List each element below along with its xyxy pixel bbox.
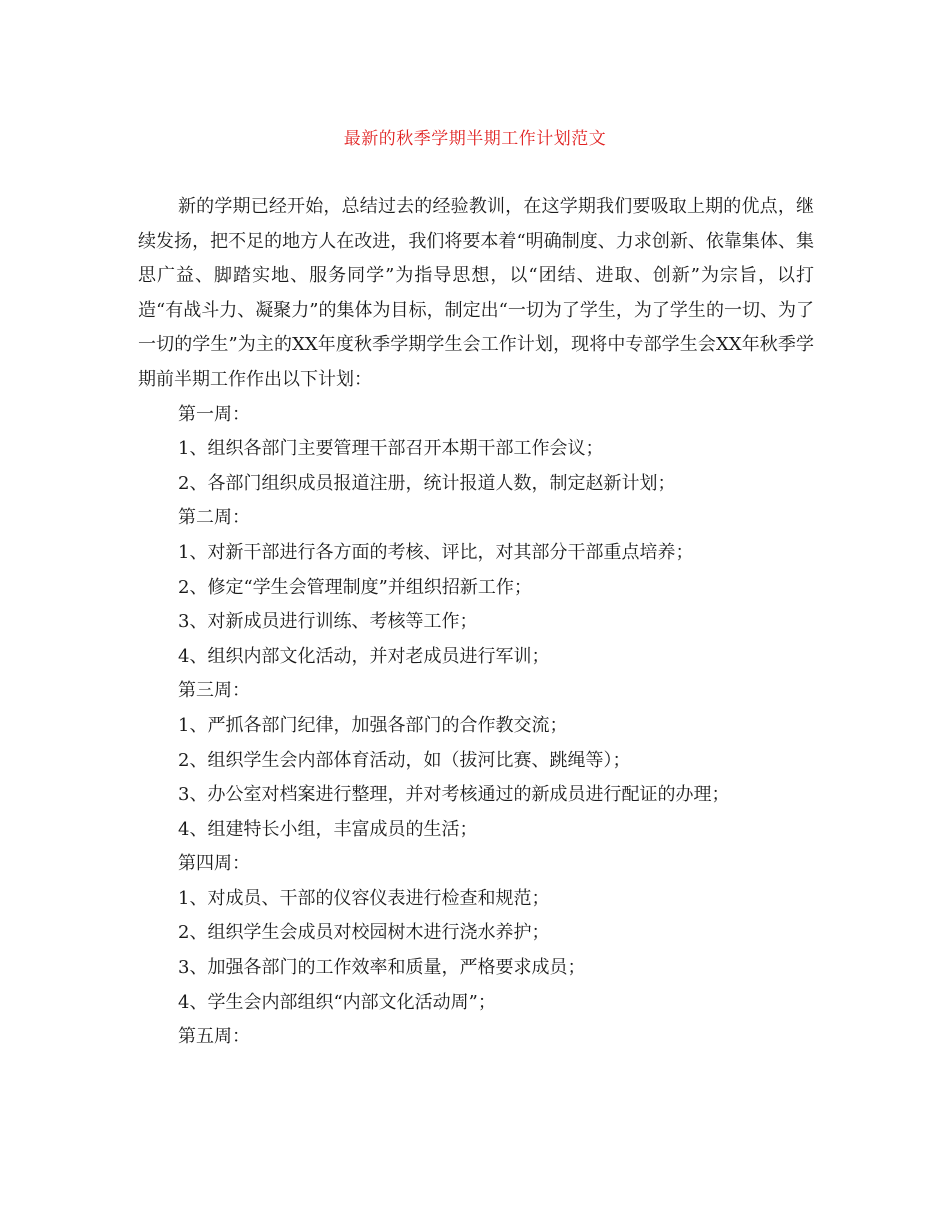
- plan-item: 2、修定“学生会管理制度”并组织招新工作；: [178, 576, 532, 598]
- plan-item: 1、严抓各部门纪律，加强各部门的合作教交流；: [178, 714, 568, 736]
- plan-item: 3、办公室对档案进行整理，并对考核通过的新成员进行配证的办理；: [178, 784, 730, 806]
- plan-item: 4、组织内部文化活动，并对老成员进行军训；: [178, 645, 550, 667]
- week-heading: 第一周：: [178, 403, 250, 425]
- plan-lines: [138, 398, 814, 1055]
- plan-item: 1、组织各部门主要管理干部召开本期干部工作会议；: [178, 438, 604, 460]
- document-body: [138, 190, 814, 1055]
- plan-item: 2、组织学生会成员对校园树木进行浇水养护；: [178, 922, 550, 944]
- plan-item: 2、组织学生会内部体育活动，如（拔河比赛、跳绳等）；: [178, 749, 631, 771]
- week-heading: 第四周：: [178, 853, 250, 875]
- week-heading: 第二周：: [178, 507, 250, 529]
- week-heading: 第三周：: [178, 680, 250, 702]
- document-title: 最新的秋季学期半期工作计划范文: [343, 129, 607, 149]
- intro-paragraph: 新的学期已经开始，总结过去的经验教训，在这学期我们要吸取上期的优点，继续发扬，把不足的地方人在改进，我们将要本着“明确制度、力求创新、依靠集体、集思广益、脚踏实地、服务同学”为指导思想，以“团结、进取、创新”为宗旨，以打造“有战斗力、凝聚力”的集体为目标，制定出“一切为了学生，为了学生的一切、为了一切的学生”为主的XX年度秋季学期学生会工作计划，现将中专部学生会XX年秋季学期前半期工作作出以下计划：: [138, 196, 814, 390]
- plan-item: 1、对新干部进行各方面的考核、评比，对其部分干部重点培养；: [178, 541, 694, 563]
- plan-item: 4、组建特长小组，丰富成员的生活；: [178, 818, 478, 840]
- plan-item: 4、学生会内部组织“内部文化活动周”；: [178, 991, 496, 1013]
- plan-item: 3、对新成员进行训练、考核等工作；: [178, 611, 478, 633]
- plan-item: 2、各部门组织成员报道注册，统计报道人数，制定赵新计划；: [178, 472, 676, 494]
- plan-item: 3、加强各部门的工作效率和质量，严格要求成员；: [178, 957, 586, 979]
- plan-item: 1、对成员、干部的仪容仪表进行检查和规范；: [178, 887, 550, 909]
- week-heading: 第五周：: [178, 1026, 250, 1048]
